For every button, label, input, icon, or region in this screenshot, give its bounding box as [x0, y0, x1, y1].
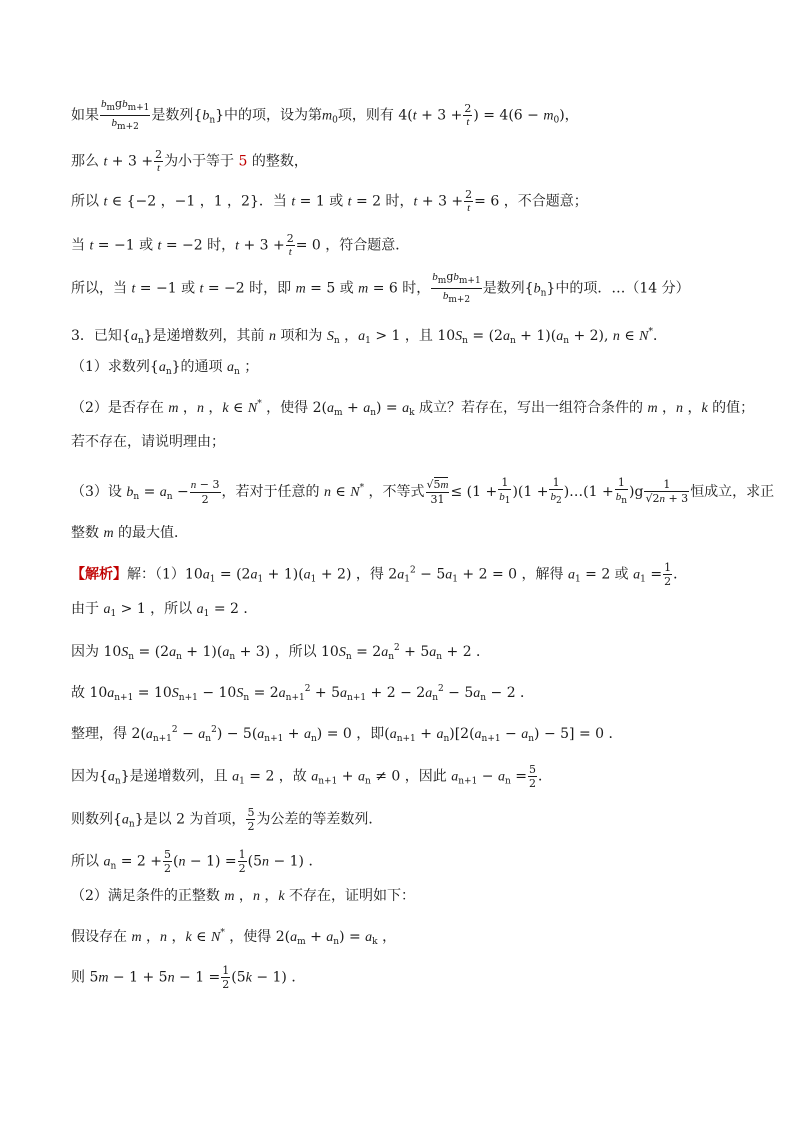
analysis-label: 【解析】: [71, 566, 127, 583]
solution-line-14: 因为 $10S_n = (2a_n + 1)(a_n + 3)$ ，所以 $10S_n = 2a_n^2 + 5a_n + 2$ ．: [71, 643, 491, 662]
question-3-part-3: （3）设 $b_n = a_n$ − $\frac{n - 3}{2}$ ，若对于任意的 n ∈ N* ，不等式 $\frac{√5m}{31}$ ≤ (1 + $\frac{1}{b_1}$ )(1 + $\frac{1}{b_2}$ )…(1 + $\frac{1}{b_n}$ )g $\frac{1}{√2n + 3}$ 恒成立，求正: [71, 476, 775, 506]
text-line-5: 所以，当 t = −1 或 t = −2 时，即 m = 5 或 m = 6 时， $\frac{b_mgb_{m+1}}{b_{m+2}}$ 是数列$\{b_n\}$中的项．…（14 分）: [71, 270, 690, 305]
solution-line-19: 所以 $a_n = 2$ + $\frac{5}{2}$ (n − 1) = $\frac{1}{2}$ (5n − 1) ．: [71, 848, 323, 875]
solution-part-2-start: （2）满足条件的正整数 m ，n ，k 不存在，证明如下：: [71, 888, 416, 904]
question-3-part-2: （2）是否存在 m ，n ，k ∈ N* ，使得 $2(a_m + a_n) = a_k$ 成立？若存在，写出一组符合条件的 m ，n ，k 的值；: [71, 399, 755, 418]
question-3-part-1: （1）求数列$\{a_n\}$的通项 $a_n$ ；: [71, 359, 259, 377]
question-3-part-2-cont: 若不存在，请说明理由；: [71, 434, 225, 450]
solution-line-16: 整理，得 $2(a_{n+1}^2 - a_n^2) - 5(a_{n+1} + a_n) = 0$ ，即$(a_{n+1} + a_n)[2(a_{n+1} - a_n) - 5] = 0$ ．: [71, 725, 623, 744]
solution-line-13: 由于 $a_1 > 1$ ，所以 $a_1 = 2$ ．: [71, 601, 258, 619]
text-line-2: 那么 t + 3 + $\frac{2}{t}$ 为小于等于 5 的整数，: [71, 148, 308, 174]
text-line-1: 如果 $\frac{b_mgb_{m+1}}{b_{m+2}}$ 是数列$\{b_n\}$中的项，设为第$m_0$项，则有 4(t + 3 + $\frac{2}{t}$ ) = $4(6 - m_0)$，: [71, 97, 579, 132]
question-3-stem: 3．已知$\{a_n\}$是递增数列，其前 n 项和为 $S_n$ ，$a_1 > 1$ ，且 $10S_n = (2a_n + 1)(a_n + 2)$, n ∈ N*．: [71, 327, 668, 346]
question-3-part-3-cont: 整数 m 的最大值．: [71, 525, 189, 541]
text-line-3: 所以 t ∈ {−2 ，−1 ，1 ，2}．当 t = 1 或 t = 2 时，t + 3 + $\frac{2}{t}$ = 6 ，不合题意；: [71, 188, 588, 214]
solution-line-18: 则数列$\{a_n\}$是以 2 为首项， $\frac{5}{2}$ 为公差的等差数列．: [71, 806, 383, 833]
solution-line-22: 则 5m − 1 + 5n − 1 = $\frac{1}{2}$ (5k − 1) ．: [71, 964, 306, 991]
text-line-4: 当 t = −1 或 t = −2 时，t + 3 + $\frac{2}{t}$ = 0 ，符合题意．: [71, 232, 410, 258]
solution-line-21: 假设存在 m ，n ，k ∈ N* ，使得 $2(a_m + a_n) = a_k$ ，: [71, 928, 397, 947]
solution-start: 【解析】解：$(1)10a_1 = (2a_1 + 1)(a_1 + 2)$ ，得 $2a_1^2 - 5a_1 + 2 = 0$ ，解得 $a_1 = 2$ 或 $a_1$ = $\frac{1}{2}$ ．: [71, 561, 688, 588]
solution-line-15: 故 $10a_{n+1} = 10S_{n+1} - 10S_n = 2a_{n+1}^2 + 5a_{n+1} + 2 - 2a_n^2 - 5a_n - 2$ ．: [71, 684, 535, 703]
solution-line-17: 因为$\{a_n\}$是递增数列，且 $a_1 = 2$ ，故 $a_{n+1} + a_n \ne 0$ ，因此 $a_{n+1} - a_n$ = $\frac{5}{2}$ ．: [71, 763, 552, 790]
